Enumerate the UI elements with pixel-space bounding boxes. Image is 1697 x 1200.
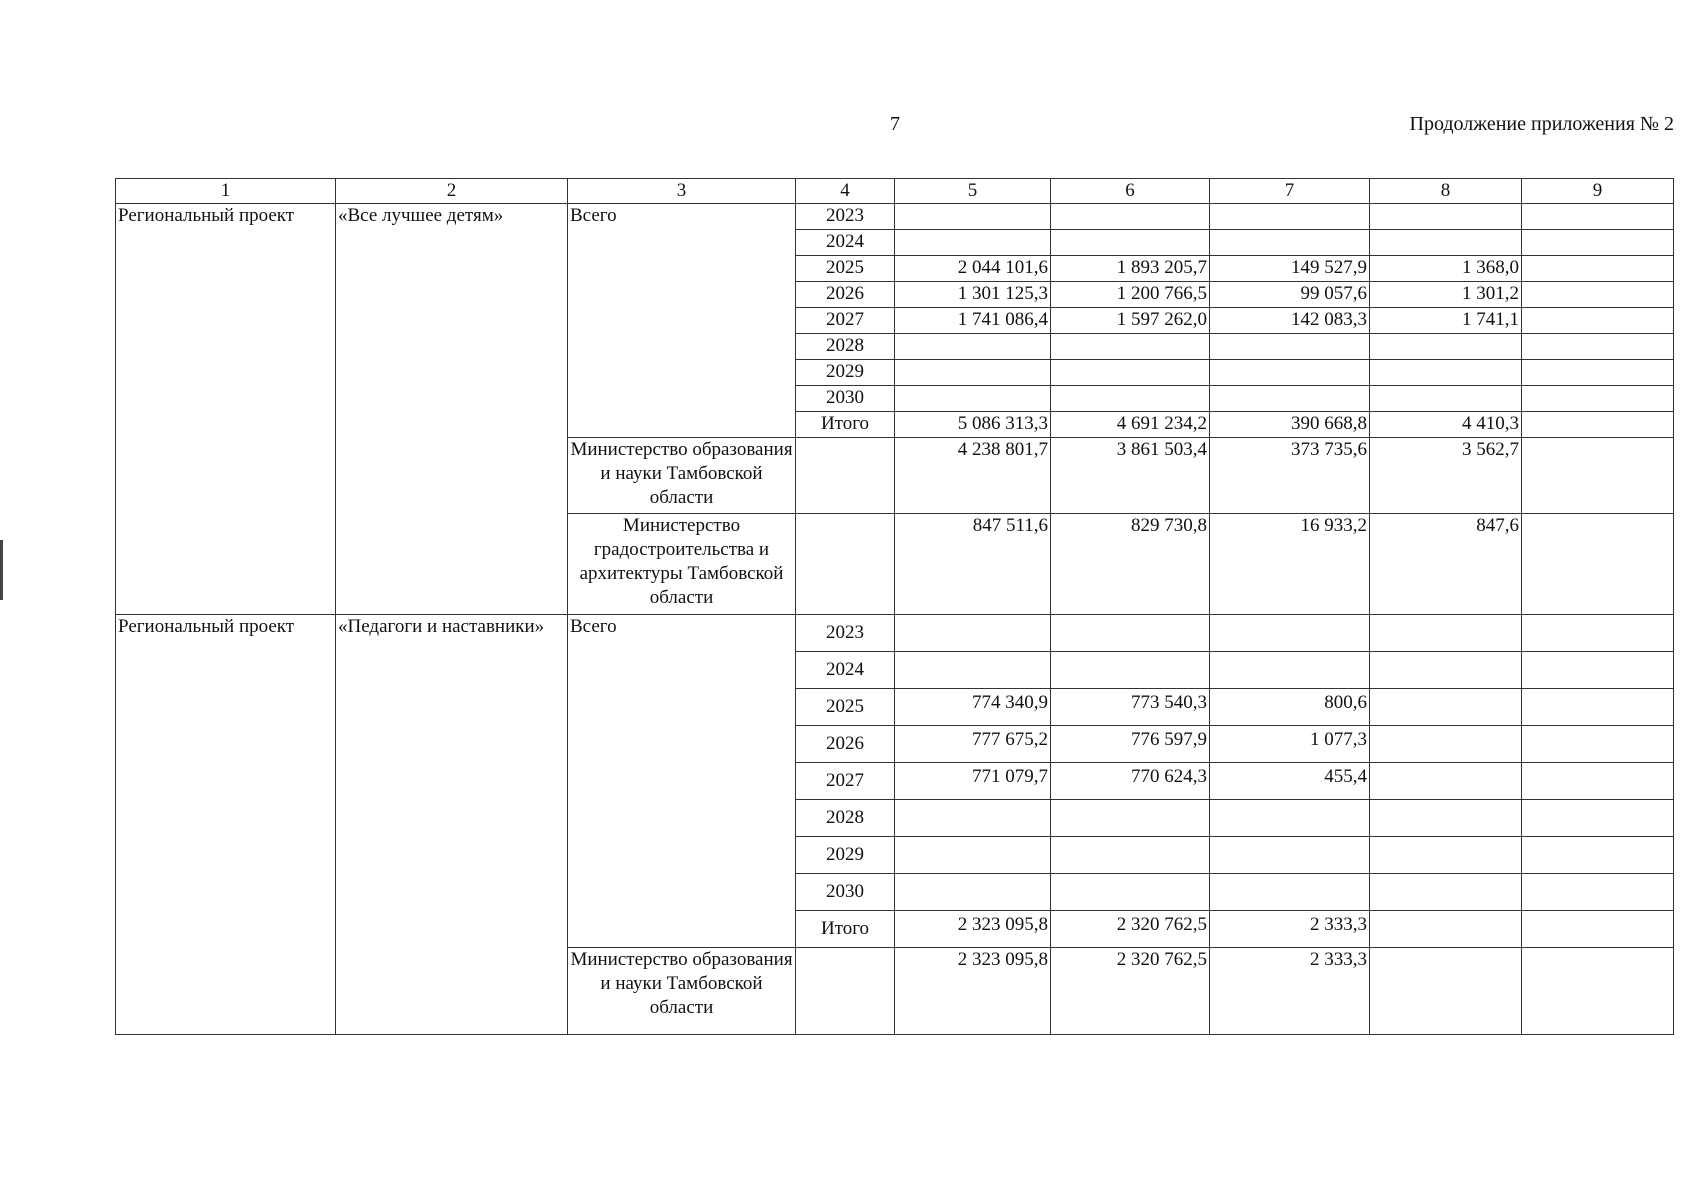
column-number: 1 [116, 179, 336, 204]
amount-cell: 2 320 762,5 [1051, 911, 1210, 948]
amount-cell [1370, 386, 1522, 412]
year-cell: 2025 [796, 256, 895, 282]
project-type: Региональный проект [116, 615, 336, 1035]
amount-cell [1522, 360, 1674, 386]
amount-cell [1051, 652, 1210, 689]
amount-cell: 829 730,8 [1051, 514, 1210, 615]
table-row [116, 615, 1674, 652]
amount-cell: 1 893 205,7 [1051, 256, 1210, 282]
amount-cell [1370, 911, 1522, 948]
amount-cell [895, 360, 1051, 386]
amount-cell: 776 597,9 [1051, 726, 1210, 763]
amount-cell: 1 741 086,4 [895, 308, 1051, 334]
amount-cell [1522, 334, 1674, 360]
year-cell: 2025 [796, 689, 895, 726]
year-cell: 2028 [796, 800, 895, 837]
amount-cell [1522, 386, 1674, 412]
amount-cell: 1 368,0 [1370, 256, 1522, 282]
amount-cell: 847,6 [1370, 514, 1522, 615]
year-cell: 2023 [796, 615, 895, 652]
amount-cell: 2 333,3 [1210, 911, 1370, 948]
amount-cell [1370, 652, 1522, 689]
amount-cell [895, 652, 1051, 689]
amount-cell [1370, 689, 1522, 726]
year-cell: 2024 [796, 230, 895, 256]
amount-cell: 771 079,7 [895, 763, 1051, 800]
column-number: 5 [895, 179, 1051, 204]
amount-cell: 1 597 262,0 [1051, 308, 1210, 334]
amount-cell: 847 511,6 [895, 514, 1051, 615]
amount-cell [1370, 763, 1522, 800]
amount-cell [1210, 615, 1370, 652]
amount-cell [895, 204, 1051, 230]
amount-cell: 16 933,2 [1210, 514, 1370, 615]
year-cell: 2029 [796, 360, 895, 386]
amount-cell: 5 086 313,3 [895, 412, 1051, 438]
year-cell: 2030 [796, 386, 895, 412]
amount-cell [895, 615, 1051, 652]
amount-cell [1522, 230, 1674, 256]
amount-cell [1522, 412, 1674, 438]
amount-cell: 2 320 762,5 [1051, 948, 1210, 1035]
amount-cell: 774 340,9 [895, 689, 1051, 726]
amount-cell [1522, 204, 1674, 230]
amount-cell [1051, 874, 1210, 911]
amount-cell [1522, 874, 1674, 911]
amount-cell: 1 077,3 [1210, 726, 1370, 763]
year-cell: 2029 [796, 837, 895, 874]
amount-cell [895, 874, 1051, 911]
year-cell: 2024 [796, 652, 895, 689]
amount-cell [895, 800, 1051, 837]
amount-cell: 142 083,3 [1210, 308, 1370, 334]
page-number: 7 [890, 113, 900, 135]
amount-cell [1370, 800, 1522, 837]
amount-cell: 3 861 503,4 [1051, 438, 1210, 514]
amount-cell: 2 323 095,8 [895, 948, 1051, 1035]
amount-cell [1522, 837, 1674, 874]
amount-cell [1522, 689, 1674, 726]
year-cell [796, 514, 895, 615]
organization-name: Министерство образования и науки Тамбовской области [568, 438, 796, 514]
year-cell: 2026 [796, 726, 895, 763]
amount-cell: 2 333,3 [1210, 948, 1370, 1035]
column-number: 3 [568, 179, 796, 204]
amount-cell [895, 334, 1051, 360]
amount-cell [1522, 514, 1674, 615]
column-number-row [116, 179, 1674, 204]
amount-cell [1210, 386, 1370, 412]
amount-cell [1522, 652, 1674, 689]
amount-cell [1370, 334, 1522, 360]
organization-name: Министерство градостроительства и архитектуры Тамбовской области [568, 514, 796, 615]
amount-cell: 149 527,9 [1210, 256, 1370, 282]
amount-cell [1210, 874, 1370, 911]
amount-cell [1522, 948, 1674, 1035]
project-type: Региональный проект [116, 204, 336, 615]
project-name: «Педагоги и наставники» [336, 615, 568, 1035]
amount-cell [1210, 800, 1370, 837]
amount-cell [895, 230, 1051, 256]
organization-name: Министерство образования и науки Тамбовской области [568, 948, 796, 1035]
column-number: 4 [796, 179, 895, 204]
amount-cell: 3 562,7 [1370, 438, 1522, 514]
table-row [116, 204, 1674, 230]
amount-cell: 2 323 095,8 [895, 911, 1051, 948]
amount-cell [1051, 386, 1210, 412]
amount-cell [1051, 800, 1210, 837]
amount-cell [1051, 230, 1210, 256]
amount-cell: 2 044 101,6 [895, 256, 1051, 282]
year-cell [796, 948, 895, 1035]
amount-cell: 4 410,3 [1370, 412, 1522, 438]
amount-cell [1051, 204, 1210, 230]
amount-cell: 1 301,2 [1370, 282, 1522, 308]
year-cell: 2026 [796, 282, 895, 308]
appendix-continuation-note: Продолжение приложения № 2 [1409, 113, 1674, 135]
column-number: 6 [1051, 179, 1210, 204]
amount-cell [1370, 948, 1522, 1035]
amount-cell [1370, 230, 1522, 256]
amount-cell [1522, 256, 1674, 282]
amount-cell [1210, 360, 1370, 386]
year-cell: 2030 [796, 874, 895, 911]
year-cell: 2027 [796, 763, 895, 800]
amount-cell [1210, 837, 1370, 874]
amount-cell [1051, 615, 1210, 652]
project-name: «Все лучшее детям» [336, 204, 568, 615]
amount-cell: 770 624,3 [1051, 763, 1210, 800]
amount-cell [1210, 334, 1370, 360]
amount-cell [895, 386, 1051, 412]
amount-cell [1522, 911, 1674, 948]
amount-cell [1522, 800, 1674, 837]
amount-cell [1522, 763, 1674, 800]
scan-edge-mark [0, 540, 3, 600]
amount-cell [1051, 837, 1210, 874]
amount-cell: 455,4 [1210, 763, 1370, 800]
amount-cell: 4 238 801,7 [895, 438, 1051, 514]
amount-cell [1370, 726, 1522, 763]
year-cell: 2023 [796, 204, 895, 230]
amount-cell [1370, 874, 1522, 911]
amount-cell: 1 200 766,5 [1051, 282, 1210, 308]
column-number: 2 [336, 179, 568, 204]
amount-cell [895, 837, 1051, 874]
year-cell: Итого [796, 412, 895, 438]
amount-cell [1051, 360, 1210, 386]
year-cell: Итого [796, 911, 895, 948]
amount-cell [1370, 360, 1522, 386]
amount-cell [1210, 230, 1370, 256]
column-number: 8 [1370, 179, 1522, 204]
amount-cell: 373 735,6 [1210, 438, 1370, 514]
amount-cell [1522, 726, 1674, 763]
amount-cell: 390 668,8 [1210, 412, 1370, 438]
amount-cell: 1 301 125,3 [895, 282, 1051, 308]
year-cell [796, 438, 895, 514]
column-number: 7 [1210, 179, 1370, 204]
amount-cell: 777 675,2 [895, 726, 1051, 763]
amount-cell [1370, 837, 1522, 874]
amount-cell [1522, 308, 1674, 334]
year-cell: 2027 [796, 308, 895, 334]
amount-cell [1370, 615, 1522, 652]
amount-cell: 1 741,1 [1370, 308, 1522, 334]
amount-cell: 773 540,3 [1051, 689, 1210, 726]
amount-cell [1522, 438, 1674, 514]
total-label: Всего [568, 204, 796, 438]
year-cell: 2028 [796, 334, 895, 360]
amount-cell [1210, 204, 1370, 230]
amount-cell [1522, 282, 1674, 308]
amount-cell [1210, 652, 1370, 689]
amount-cell: 4 691 234,2 [1051, 412, 1210, 438]
amount-cell [1370, 204, 1522, 230]
funding-table [115, 178, 1674, 1035]
total-label: Всего [568, 615, 796, 948]
amount-cell: 800,6 [1210, 689, 1370, 726]
column-number: 9 [1522, 179, 1674, 204]
amount-cell: 99 057,6 [1210, 282, 1370, 308]
amount-cell [1051, 334, 1210, 360]
amount-cell [1522, 615, 1674, 652]
